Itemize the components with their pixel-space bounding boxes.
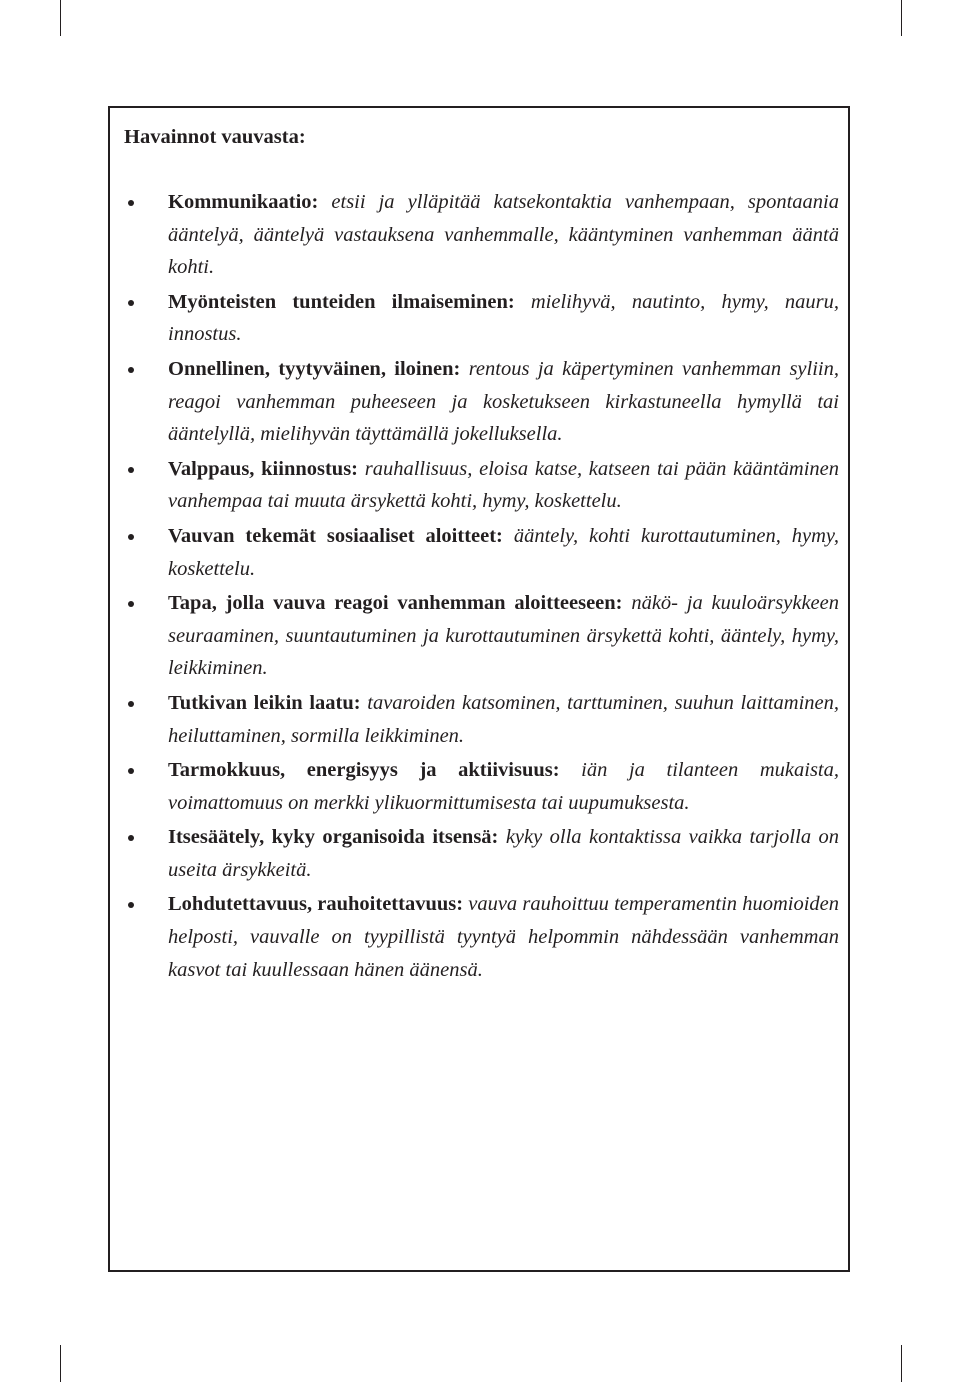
list-item (168, 754, 839, 819)
bullet-icon (128, 768, 134, 774)
bullet-icon (128, 534, 134, 540)
bullet-icon (128, 367, 134, 373)
item-term: Valppaus, kiinnostus: (168, 457, 359, 480)
item-description: etsii ja ylläpitää katsekontaktia vanhempaan, spontaania ääntelyä, ääntelyä vastauksena vanhemmalle, kääntyminen vanhemman ääntä kohti. (168, 191, 839, 279)
list-item (168, 453, 839, 518)
box-heading: Havainnot vauvasta: (124, 126, 306, 148)
item-description: rentous ja käpertyminen vanhemman syliin, reagoi vanhemman puheeseen ja kosketukseen kirkastuneella hymyllä tai ääntelyllä, mielihyvän täyttämällä jokelluksella. (168, 357, 839, 446)
crop-mark-top-right (901, 0, 902, 36)
item-description: vauva rauhoittuu temperamentin huomioiden helposti, vauvalle on tyypillistä tyyntyä helpommin nähdessään vanhemman kasvot tai kuullessaan hänen äänensä. (168, 893, 839, 981)
item-term: Tutkivan leikin laatu: (168, 691, 361, 714)
crop-mark-bottom-right (901, 1345, 902, 1382)
item-term: Vauvan tekemät sosiaaliset aloitteet: (168, 524, 503, 547)
bullet-icon (128, 701, 134, 707)
item-description: näkö- ja kuuloärsykkeen seuraaminen, suuntautuminen ja kurottautuminen ärsykettä kohti, ääntely, hymy, leikkiminen. (168, 592, 840, 680)
list-item (168, 821, 839, 886)
list-item (168, 520, 839, 585)
list-item (168, 587, 839, 685)
bullet-icon (128, 835, 134, 841)
list-item (168, 687, 839, 752)
list-item (168, 888, 839, 986)
item-description: iän ja tilanteen mukaista, voimattomuus on merkki ylikuormittumisesta tai uupumuksesta. (168, 759, 839, 814)
item-term: Itsesäätely, kyky organisoida itsensä: (168, 826, 499, 849)
list-item (168, 286, 839, 351)
item-description: kyky olla kontaktissa vaikka tarjolla on useita ärsykkeitä. (168, 826, 840, 881)
crop-mark-bottom-left (60, 1345, 61, 1382)
item-term: Tarmokkuus, energisyys ja aktiivisuus: (168, 759, 560, 782)
item-description: tavaroiden katsominen, tarttuminen, suuhun laittaminen, heiluttaminen, sormilla leikkiminen. (168, 691, 840, 747)
item-description: mielihyvä, nautinto, hymy, nauru, innostus. (168, 290, 840, 346)
item-term: Lohdutettavuus, rauhoitettavuus: (168, 893, 464, 916)
item-description: ääntely, kohti kurottautuminen, hymy, koskettelu. (168, 524, 839, 580)
list-item (168, 186, 839, 284)
crop-mark-top-left (60, 0, 61, 36)
bullet-icon (128, 300, 134, 306)
observation-box (108, 106, 850, 1272)
bullet-icon (128, 601, 134, 607)
list-item (168, 353, 839, 451)
item-description: rauhallisuus, eloisa katse, katseen tai pään kääntäminen vanhempaa tai muuta ärsykettä kohti, hymy, koskettelu. (168, 457, 839, 513)
item-term: Onnellinen, tyytyväinen, iloinen: (168, 357, 461, 380)
bullet-icon (128, 902, 134, 908)
item-term: Kommunikaatio: (168, 191, 319, 213)
item-term: Myönteisten tunteiden ilmaiseminen: (168, 290, 515, 313)
observation-list (110, 186, 852, 988)
bullet-icon (128, 200, 134, 206)
bullet-icon (128, 467, 134, 473)
item-term: Tapa, jolla vauva reagoi vanhemman aloitteeseen: (168, 592, 623, 615)
